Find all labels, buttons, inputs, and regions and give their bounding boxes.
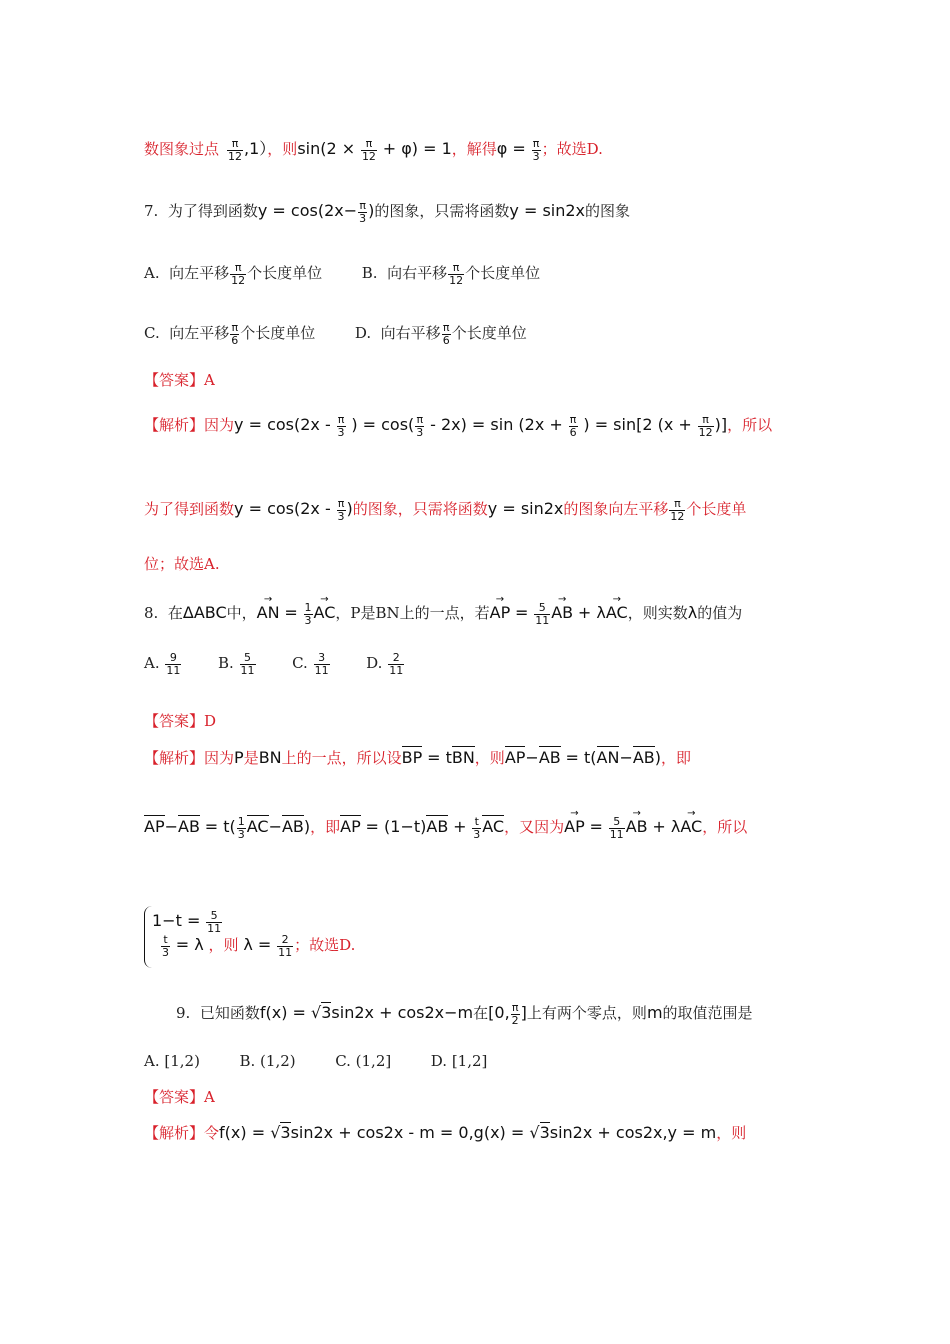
math: sin(2 × [297, 139, 356, 159]
num: 5 [534, 602, 550, 615]
explanation-7-line-1 [144, 414, 772, 438]
math: ) [303, 817, 311, 837]
den: 11 [240, 663, 255, 677]
num: 3 [314, 652, 330, 665]
fraction [206, 910, 222, 934]
option-label: A. [144, 264, 160, 283]
text: 中， [226, 604, 257, 623]
num: π [230, 262, 246, 275]
den: 12 [698, 425, 713, 439]
text: 在 [473, 1004, 489, 1023]
math: = t [427, 748, 452, 767]
fraction [337, 414, 346, 438]
answer-value: A [204, 371, 215, 389]
math: 3 [321, 1003, 332, 1023]
text: 的图象 [585, 202, 631, 221]
math: ) [346, 499, 353, 519]
question-number: 9. [176, 1004, 191, 1023]
math: − [525, 748, 539, 767]
den: 3 [237, 827, 245, 841]
text: 个长度单位 [451, 324, 527, 343]
den: 12 [228, 149, 243, 163]
option-label: C. [292, 654, 308, 673]
text: ，P是BN上的一点，若 [335, 604, 490, 623]
answer-7 [144, 373, 215, 388]
question-number: 8. [144, 604, 159, 623]
solution-line-1 [144, 138, 603, 162]
text: ，则 [474, 749, 505, 767]
fraction [569, 414, 578, 438]
text: 令 [204, 1124, 220, 1142]
num: π [442, 321, 450, 334]
num: π [448, 262, 464, 275]
vector: → AB [626, 819, 648, 835]
text: 个长度单位 [240, 324, 316, 343]
fraction [532, 138, 541, 162]
den: 11 [166, 663, 181, 677]
den: 6 [231, 333, 239, 347]
num: 9 [165, 652, 181, 665]
math: 1−t = [152, 911, 201, 931]
explanation-8-line-2 [144, 816, 747, 840]
fraction [442, 322, 451, 346]
den: 3 [304, 613, 312, 627]
num: π [361, 138, 377, 151]
explanation-tag: 【解析】 [144, 749, 205, 767]
answer-tag: 【答案】 [144, 371, 205, 389]
answer-8 [144, 714, 216, 729]
math: BN [258, 748, 282, 767]
den: 11 [314, 663, 329, 677]
math: λ = [243, 935, 272, 955]
vector: AC [246, 817, 269, 837]
option-a[interactable] [144, 651, 182, 677]
option-b[interactable] [217, 651, 257, 677]
text: 的图象，只需将函数 [374, 202, 510, 221]
den: 3 [416, 425, 424, 439]
text: 向左平移 [169, 324, 230, 343]
num: π [227, 138, 243, 151]
text: ，则实数 [627, 604, 688, 623]
fraction [304, 602, 313, 626]
num: π [698, 414, 714, 427]
option-d[interactable] [354, 321, 527, 347]
fraction [337, 498, 346, 522]
question-7-options-cd [144, 322, 527, 346]
option-label: B. [217, 654, 234, 673]
text: 因为 [204, 416, 235, 435]
text: ；故选D. [294, 936, 356, 955]
text: 个长度单位 [247, 264, 323, 283]
fraction [227, 138, 243, 162]
vector: AB [426, 817, 449, 837]
option-c[interactable] [144, 321, 316, 347]
num: π [532, 137, 540, 150]
den: 3 [337, 425, 345, 439]
vector: → AC [680, 819, 702, 835]
fraction [161, 934, 170, 958]
text: 的图象向左平移 [563, 500, 669, 519]
den: 11 [278, 945, 293, 959]
text: 的值为 [697, 604, 743, 623]
math: − [619, 748, 633, 767]
den: 11 [609, 827, 624, 841]
den: 12 [231, 273, 246, 287]
math: sin2x + cos2x−m [331, 1003, 474, 1023]
question-9 [176, 1002, 753, 1026]
den: 12 [361, 149, 376, 163]
system-row-1 [152, 910, 223, 934]
text: 位；故选A. [144, 555, 220, 573]
vector: AP [144, 817, 165, 837]
question-7-options-ab [144, 262, 540, 286]
option-c[interactable] [292, 651, 331, 677]
explanation-7-line-2 [144, 498, 746, 522]
text: 个长度单 [686, 500, 747, 519]
math: ) = sin[2 (x + [583, 415, 692, 435]
math: y = cos(2x - [234, 499, 331, 519]
math: P [234, 748, 244, 767]
num: π [359, 199, 366, 212]
fraction [472, 816, 481, 840]
num: π [511, 1001, 519, 1014]
num: 1 [304, 601, 312, 614]
math: = [589, 817, 603, 837]
option-b[interactable]: B. (1,2) [239, 1052, 296, 1070]
math: = [284, 603, 298, 623]
math: [0, [488, 1003, 510, 1023]
math: φ = [496, 139, 526, 159]
fraction [698, 414, 714, 438]
option-c[interactable]: C. (1,2] [335, 1052, 392, 1070]
math: ΔABC [182, 603, 227, 623]
vector: AB [178, 817, 200, 837]
vector: → AN [257, 605, 280, 621]
text: 在 [167, 604, 183, 623]
text: 的图象，只需将函数 [352, 500, 488, 519]
math: f(x) = √ [219, 1123, 281, 1142]
fraction [448, 262, 464, 286]
fraction [361, 138, 377, 162]
question-7 [144, 200, 630, 224]
system-row-2 [160, 934, 355, 958]
fraction [534, 602, 550, 626]
text: ，所以 [727, 416, 773, 435]
option-label: B. [361, 264, 378, 283]
text: ，即 [310, 818, 341, 837]
text: 向右平移 [380, 324, 441, 343]
question-8 [144, 602, 742, 626]
math: 3 [539, 1123, 550, 1142]
answer-tag: 【答案】 [144, 1088, 205, 1106]
num: 2 [388, 652, 404, 665]
num: 5 [609, 816, 625, 829]
vector: AP [340, 817, 361, 837]
option-b[interactable] [361, 261, 541, 287]
math: sin2x + cos2x,y = m [549, 1123, 717, 1142]
text: ，解得 [451, 140, 497, 159]
answer-tag: 【答案】 [144, 712, 205, 730]
math: ) [368, 201, 375, 221]
num: π [337, 497, 345, 510]
explanation-7-line-3 [144, 557, 220, 572]
fraction [669, 498, 685, 522]
math: - 2x) = sin (2x + [430, 415, 563, 435]
den: 6 [442, 333, 450, 347]
vector: AB [538, 748, 561, 767]
fraction [237, 816, 246, 840]
text: 上的一点，所以设 [281, 749, 402, 767]
den: 2 [511, 1013, 519, 1027]
den: 11 [207, 921, 222, 935]
fraction [415, 414, 424, 438]
answer-9 [144, 1090, 215, 1105]
vector: AN [596, 748, 620, 767]
vector: → AB [551, 605, 573, 621]
text: 为了得到函数 [167, 202, 258, 221]
math: = [515, 603, 529, 623]
fraction [230, 322, 239, 346]
math: y = sin2x [487, 499, 564, 519]
math: ] [520, 1003, 527, 1023]
fraction [314, 652, 330, 676]
num: 1 [237, 815, 245, 828]
math: 3 [280, 1123, 291, 1142]
question-number: 7. [144, 202, 159, 221]
math: m [646, 1003, 663, 1023]
option-a[interactable] [144, 261, 323, 287]
math: sin2x + cos2x - m = 0,g(x) = √ [290, 1123, 540, 1142]
option-d[interactable]: D. [1,2] [430, 1052, 488, 1070]
math: λ [687, 603, 698, 623]
vector: AP [504, 748, 526, 767]
vector: BP [401, 748, 423, 767]
math: + λ [652, 817, 681, 837]
math: y = sin2x [509, 201, 586, 221]
text: ，则 [267, 140, 298, 159]
math: = λ [175, 935, 204, 955]
vector: AB [281, 817, 304, 837]
vector: → AC [606, 605, 628, 621]
math: f(x) = √ [259, 1003, 322, 1023]
fraction [230, 262, 246, 286]
vector: BN [451, 748, 475, 767]
num: π [231, 321, 239, 334]
den: 3 [359, 211, 367, 225]
math: + [453, 817, 467, 837]
vector: AB [632, 748, 655, 767]
math: y = cos(2x− [257, 201, 358, 221]
math: = t( [204, 817, 236, 837]
den: 3 [162, 945, 169, 959]
text: 向左平移 [169, 264, 230, 283]
fraction [358, 200, 367, 224]
text: ，则 [208, 936, 239, 955]
num: 5 [240, 652, 256, 665]
text: 上有两个零点，则 [526, 1004, 647, 1023]
num: t [472, 816, 481, 829]
math: ,1） [244, 139, 268, 159]
math: ) = cos( [351, 415, 415, 435]
question-9-options [144, 1054, 487, 1069]
math: + λ [577, 603, 606, 623]
text: 为了得到函数 [144, 500, 235, 519]
explanation-tag: 【解析】 [144, 416, 205, 435]
den: 3 [532, 149, 540, 163]
fraction [240, 652, 256, 676]
text: ，则 [716, 1124, 747, 1142]
den: 11 [535, 613, 550, 627]
answer-value: D [204, 712, 217, 730]
text: 已知函数 [199, 1004, 260, 1023]
vector: AC [482, 817, 505, 837]
text: ，又因为 [504, 818, 565, 837]
explanation-tag: 【解析】 [144, 1124, 205, 1142]
option-label: D. [354, 324, 372, 343]
math: = (1−t) [365, 817, 427, 837]
text: 的取值范围是 [662, 1004, 753, 1023]
math: )] [714, 415, 728, 435]
option-a[interactable]: A. [1,2) [144, 1052, 200, 1070]
num: 5 [206, 910, 222, 923]
vector: → AP [564, 819, 585, 835]
math: + φ) = 1 [382, 139, 452, 159]
vector: → AC [314, 605, 336, 621]
question-8-options [144, 652, 405, 676]
math: = t( [565, 748, 597, 767]
answer-value: A [204, 1088, 215, 1106]
fraction [609, 816, 625, 840]
text: 是 [243, 749, 259, 767]
num: π [569, 413, 577, 426]
num: π [669, 498, 685, 511]
math: ) [654, 748, 662, 767]
den: 3 [473, 827, 481, 841]
explanation-9 [144, 1125, 746, 1141]
text: 数图象过点 [144, 140, 220, 159]
num: π [416, 413, 424, 426]
text: 向右平移 [387, 264, 448, 283]
option-d[interactable] [366, 651, 405, 677]
text: 个长度单位 [465, 264, 541, 283]
explanation-8-line-1 [144, 750, 691, 766]
fraction [165, 652, 181, 676]
math: − [268, 817, 282, 837]
math: y = cos(2x - [234, 415, 331, 435]
num: π [337, 413, 345, 426]
den: 6 [569, 425, 577, 439]
fraction [511, 1002, 520, 1026]
fraction [388, 652, 404, 676]
num: 2 [277, 934, 293, 947]
text: ，所以 [702, 818, 748, 837]
fraction [277, 934, 293, 958]
den: 3 [337, 509, 345, 523]
den: 12 [670, 509, 685, 523]
math: − [164, 817, 178, 837]
den: 11 [389, 663, 404, 677]
option-label: A. [144, 654, 160, 673]
text: 因为 [204, 749, 235, 767]
vector: → AP [490, 605, 511, 621]
den: 12 [449, 273, 464, 287]
text: ，即 [661, 749, 692, 767]
num: t [161, 934, 170, 947]
option-label: C. [144, 324, 160, 343]
option-label: D. [366, 654, 383, 673]
text: ；故选D. [541, 140, 603, 159]
